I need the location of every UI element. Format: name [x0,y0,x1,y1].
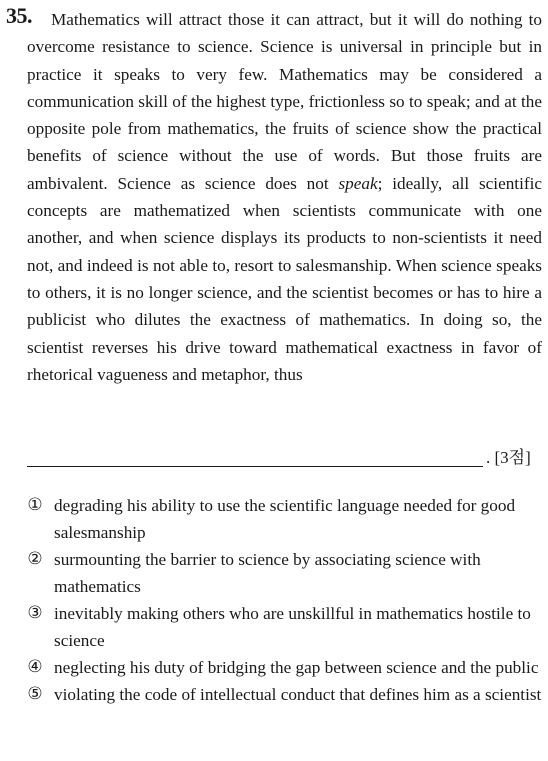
choice-1[interactable] [0,492,548,546]
question-number: 35. [6,3,32,28]
answer-blank [27,466,483,467]
choice-4[interactable] [0,654,548,681]
passage [27,6,542,388]
passage-text-1: Mathematics will attract those it can attract, but it will do nothing to overcome resistance to science. Science is universal in principle but in practice it speaks to very few. Mathematics may be considered a communication skill of the highest type, frictionless so to speak; and at the opposite pole from mathematics, the fruits of science show the practical benefits of science without the use of words. But those fruits are ambivalent. Science as science does not [27,10,542,193]
choice-marker: ② [27,549,43,569]
choice-text: surmounting the barrier to science by associating science with mathematics [54,550,481,596]
passage-italic-word: speak [338,173,378,193]
choice-2[interactable] [0,546,548,600]
choice-marker: ⑤ [27,684,43,704]
answer-choices [0,492,548,708]
choice-3[interactable] [0,600,548,654]
points-label: . [3점] [486,448,531,467]
choice-marker: ③ [27,603,43,623]
choice-text: violating the code of intellectual conduct that defines him as a scientist [54,685,542,704]
choice-text: neglecting his duty of bridging the gap between science and the public [54,658,539,677]
passage-text-2: ; ideally, all scientific concepts are mathematized when scientists communicate with one another, and when science displays its products to non-scientists it need not, and indeed is not able to, resort to salesmanship. When science speaks to others, it is no longer science, and the scientist becomes or has to hire a publicist who dilutes the exactness of mathematics. In doing so, the scientist reverses his drive toward mathematical exactness in favor of rhetorical vagueness and metaphor, thus [27,173,542,384]
choice-marker: ④ [27,657,43,677]
choice-text: inevitably making others who are unskillful in mathematics hostile to science [54,604,531,650]
choice-marker: ① [27,495,43,515]
choice-text: degrading his ability to use the scientific language needed for good salesmanship [54,496,516,542]
choice-5[interactable] [0,681,548,708]
